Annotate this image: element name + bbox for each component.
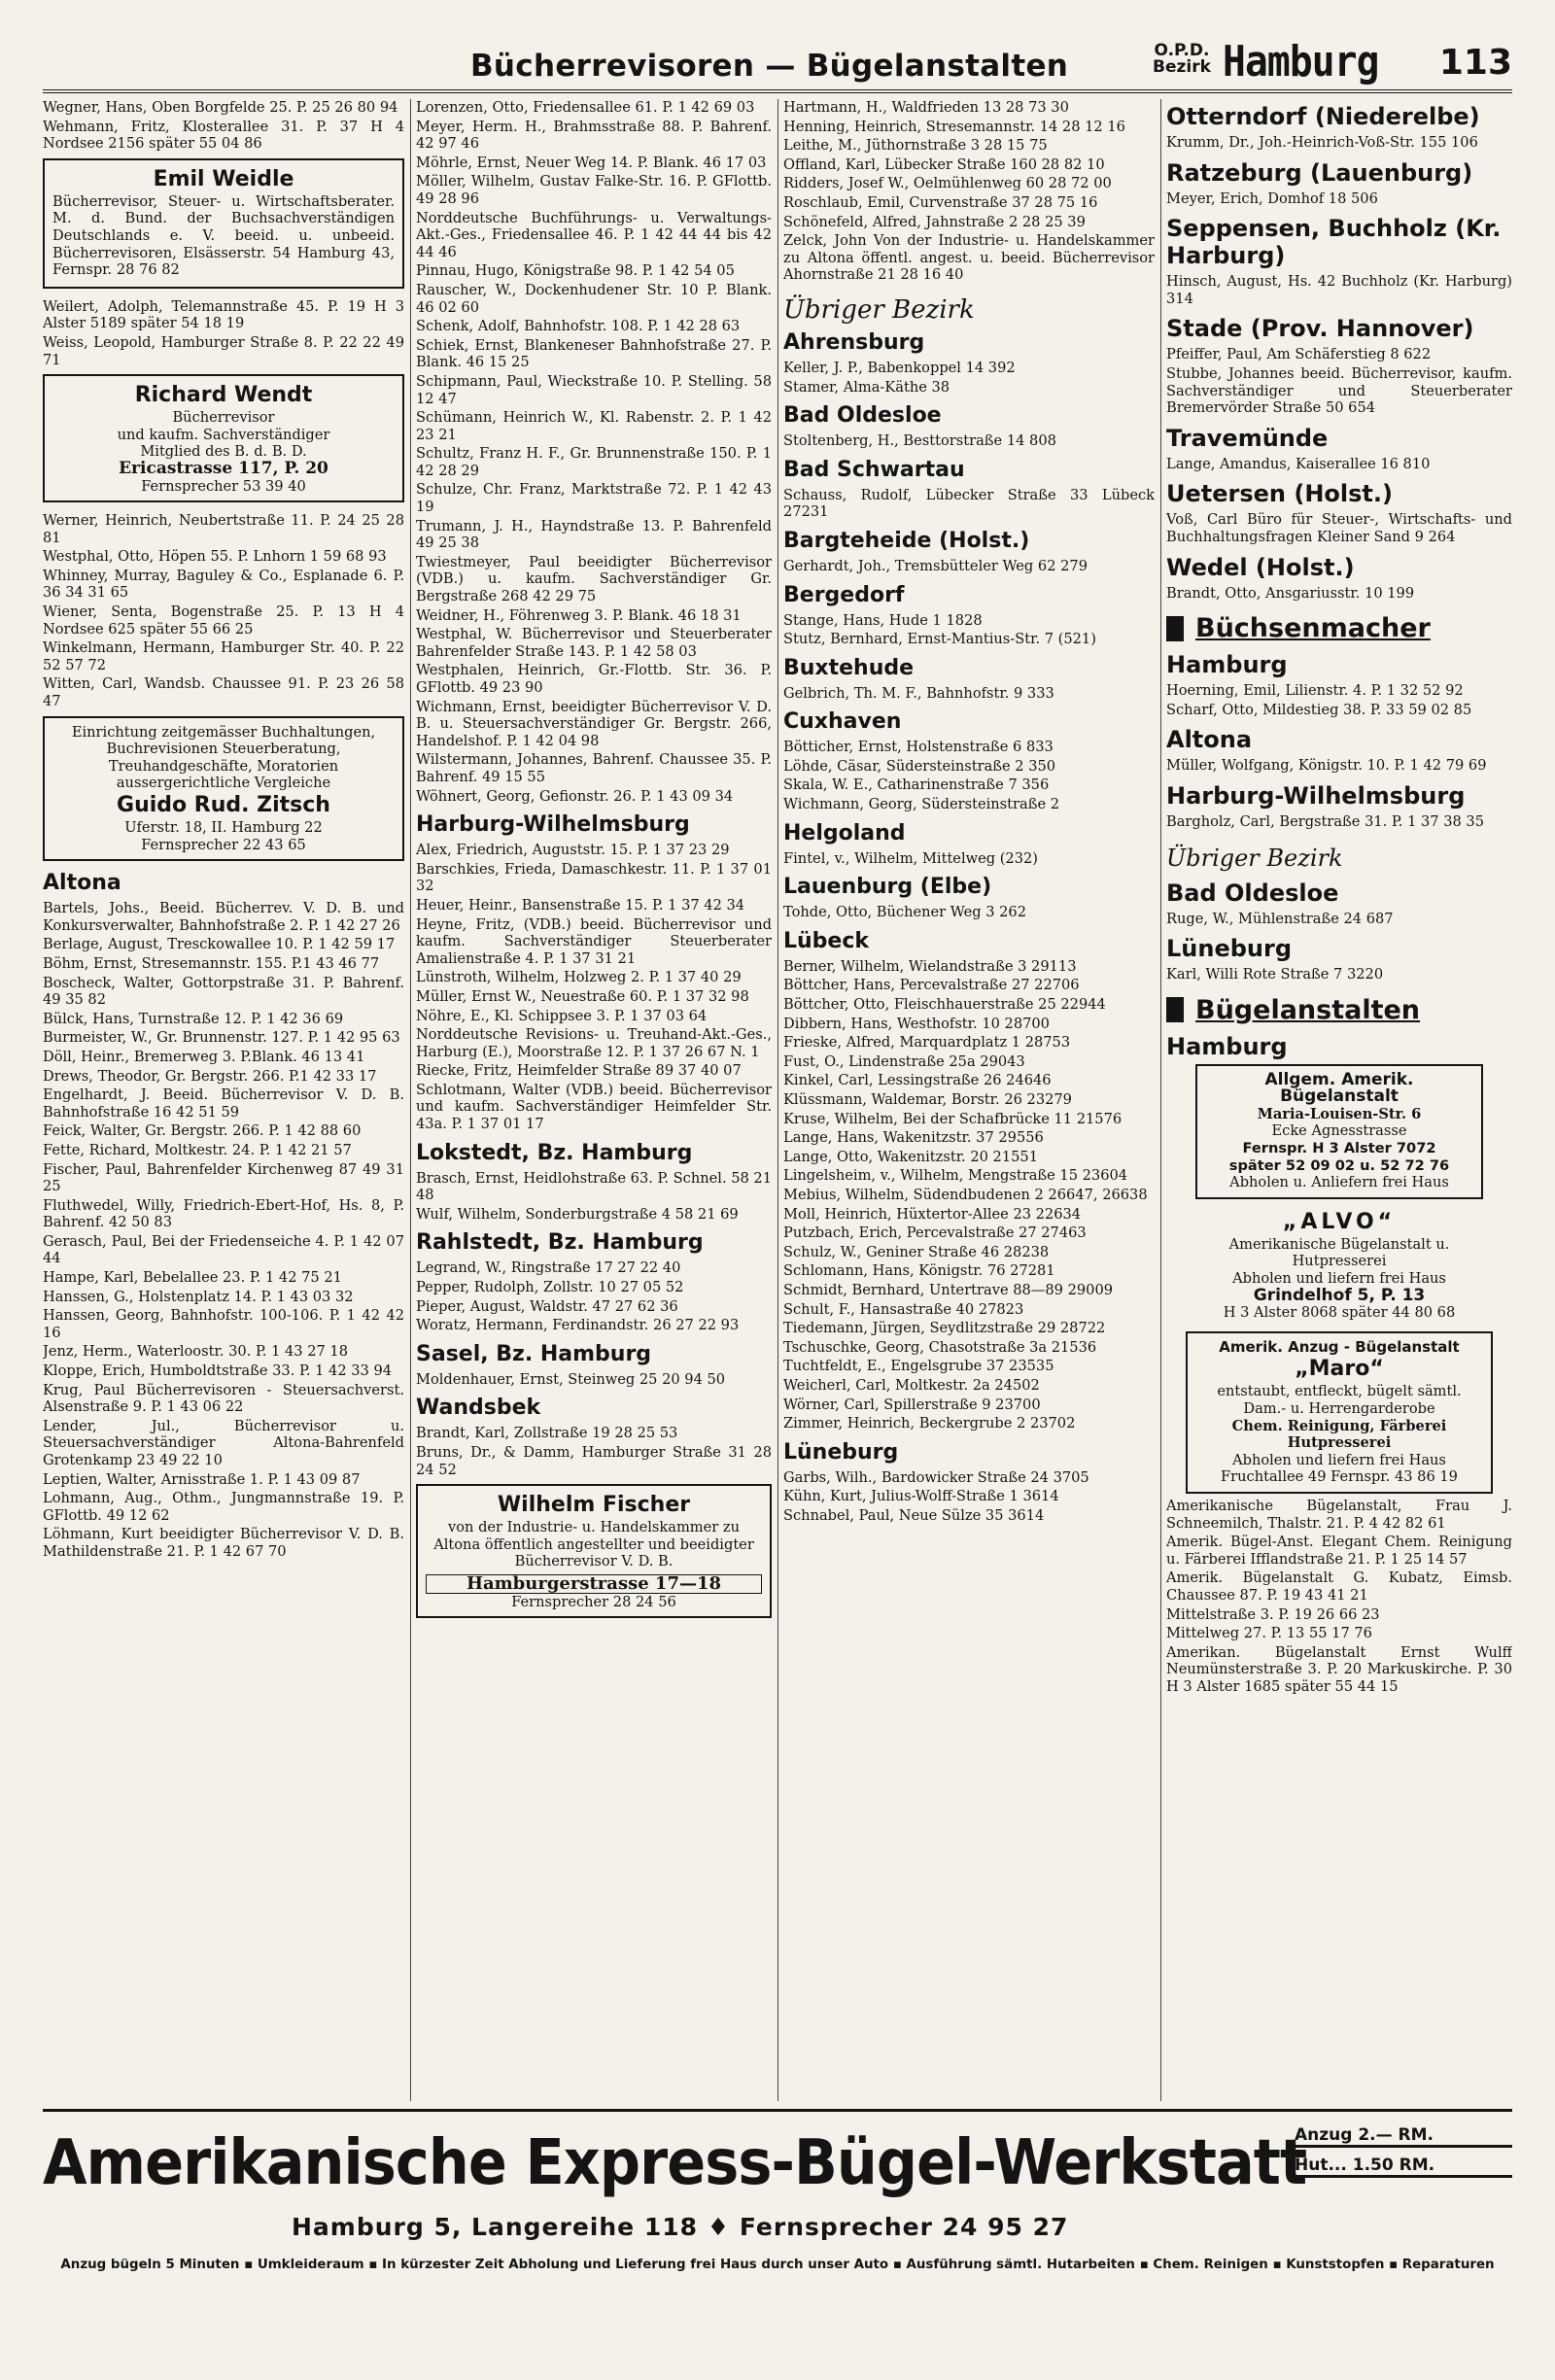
listing-entry: Schenk, Adolf, Bahnhofstr. 108. P. 1 42 28 63: [416, 318, 741, 335]
ad-text: Abholen und liefern frei Haus: [1232, 1451, 1446, 1468]
listing-entry: Karl, Willi Rote Straße 7 3220: [1166, 966, 1384, 983]
listing-entry: Engelhardt, J. Beeid. Bücherrevisor V. D. B. Bahnhofstraße 16 42 51 59: [43, 1087, 404, 1121]
bottom-advertisement: [43, 2109, 1512, 2345]
page-number: 113: [1438, 43, 1512, 83]
listing-entry: Wegner, Hans, Oben Borgfelde 25. P. 25 26 80 94: [43, 99, 398, 116]
listing-entry: Tuchtfeldt, E., Engelsgrube 37 23535: [783, 1358, 1054, 1375]
listing-entry: Schmidt, Bernhard, Untertrave 88—89 29009: [783, 1281, 1114, 1298]
listing-entry: Amerik. Bügelanstalt G. Kubatz, Eimsb. Chaussee 87. P. 19 43 41 21: [1166, 1569, 1512, 1604]
listing-entry: Lender, Jul., Bücherrevisor u. Steuersachverständiger Altona-Bahrenfeld Grotenkamp 23 49 22 10: [43, 1417, 404, 1468]
listing-entry: Stutz, Bernhard, Ernst-Mantius-Str. 7 (521): [783, 631, 1096, 648]
place-heading: Lübeck: [783, 928, 870, 953]
place-heading: Bad Oldesloe: [1166, 879, 1339, 907]
listing-entry: Putzbach, Erich, Percevalstraße 27 27463: [783, 1224, 1087, 1242]
ad-text: Maria-Louisen-Str. 6: [1257, 1105, 1422, 1122]
listing-entry: Weiss, Leopold, Hamburger Straße 8. P. 22 22 49 71: [43, 333, 404, 368]
listing-entry: Kruse, Wilhelm, Bei der Schafbrücke 11 21576: [783, 1110, 1123, 1127]
ad-phone: Fruchtallee 49 Fernspr. 43 86 19: [1221, 1468, 1458, 1486]
listing-entry: Witten, Carl, Wandsb. Chaussee 91. P. 23 26 58 47: [43, 675, 404, 710]
listing-entry: Löhmann, Kurt beeidigter Bücherrevisor V. D. B. Mathildenstraße 21. P. 1 42 67 70: [43, 1526, 404, 1560]
section-heading-buegelanstalten: [1166, 995, 1512, 1025]
ad-text: Amerikanische Bügelanstalt u. Hutpresserei: [1228, 1235, 1450, 1270]
listing-entry: Möller, Wilhelm, Gustav Falke-Str. 16. P. GFlottb. 49 28 96: [416, 173, 772, 207]
listing-entry: Brandt, Karl, Zollstraße 19 28 25 53: [416, 1425, 678, 1442]
listing-entry: Schauss, Rudolf, Lübecker Straße 33 Lübeck 27231: [783, 486, 1155, 521]
ad-phone: H 3 Alster 8068 später 44 80 68: [1223, 1304, 1456, 1322]
section-marker-icon: [1166, 997, 1184, 1022]
page-header: [43, 35, 1512, 93]
listing-entry: Pepper, Rudolph, Zollstr. 10 27 05 52: [416, 1279, 684, 1296]
ad-address: Uferstr. 18, II. Hamburg 22: [124, 819, 323, 836]
place-heading: Altona: [1166, 726, 1253, 754]
listing-entry: Schümann, Heinrich W., Kl. Rabenstr. 2. P. 1 42 23 21: [416, 409, 772, 443]
listing-entry: Moldenhauer, Ernst, Steinweg 25 20 94 50: [416, 1370, 726, 1388]
place-heading: Rahlstedt, Bz. Hamburg: [416, 1230, 704, 1256]
listing-entry: Wilstermann, Johannes, Bahrenf. Chaussee 35. P. Bahrenf. 49 15 55: [416, 751, 772, 785]
place-heading: Sasel, Bz. Hamburg: [416, 1341, 652, 1366]
column-divider: [410, 99, 411, 2101]
ad-text: entstaubt, entfleckt, bügelt sämtl. Dam.- u. Herrengarderobe: [1217, 1383, 1462, 1417]
listing-entry: Müller, Ernst W., Neuestraße 60. P. 1 37 32 98: [416, 987, 749, 1005]
directory-page: [43, 35, 1512, 2348]
listing-entry: Barschkies, Frieda, Damaschkestr. 11. P. 1 37 01 32: [416, 860, 772, 895]
listing-entry: Hoerning, Emil, Lilienstr. 4. P. 1 32 52 92: [1166, 682, 1464, 700]
listing-entry: Schult, F., Hansastraße 40 27823: [783, 1300, 1024, 1318]
listing-entry: Dibbern, Hans, Westhofstr. 10 28700: [783, 1015, 1050, 1032]
listing-entry: Wichmann, Georg, Südersteinstraße 2: [783, 796, 1060, 813]
ad-phone: Fernsprecher 22 43 65: [141, 836, 306, 853]
place-heading: Lauenburg (Elbe): [783, 875, 992, 900]
listing-entry: Rauscher, W., Dockenhudener Str. 10 P. Blank. 46 02 60: [416, 281, 772, 316]
listing-entry: Tiedemann, Jürgen, Seydlitzstraße 29 28722: [783, 1320, 1106, 1337]
ad-text: Abholen und liefern frei Haus: [1232, 1270, 1446, 1288]
listing-entry: Bülck, Hans, Turnstraße 12. P. 1 42 36 69: [43, 1010, 344, 1027]
listing-entry: Stubbe, Johannes beeid. Bücherrevisor, kaufm. Sachverständiger und Steuerberater Bremervörder Straße 50 654: [1166, 364, 1512, 417]
listing-entry: Wulf, Wilhelm, Sonderburgstraße 4 58 21 69: [416, 1205, 739, 1223]
banner-address: Hamburg 5, Langereihe 118 ♦ Fernsprecher 24 95 27: [292, 2213, 1069, 2241]
listing-entry: Westphalen, Heinrich, Gr.-Flottb. Str. 36. P. GFlottb. 49 23 90: [416, 662, 772, 696]
listing-entry: Legrand, W., Ringstraße 17 27 22 40: [416, 1259, 681, 1277]
listing-entry: Berner, Wilhelm, Wielandstraße 3 29113: [783, 957, 1077, 975]
ad-guido-zitsch: [43, 716, 404, 862]
listing-entry: Lohmann, Aug., Othm., Jungmannstraße 19. P. GFlottb. 49 12 62: [43, 1490, 404, 1524]
listing-entry: Lange, Hans, Wakenitzstr. 37 29556: [783, 1129, 1044, 1147]
ad-name: Richard Wendt: [134, 383, 313, 408]
listing-entry: Gerasch, Paul, Bei der Friedenseiche 4. P. 1 42 07 44: [43, 1232, 404, 1267]
listing-entry: Brandt, Otto, Ansgariusstr. 10 199: [1166, 584, 1415, 602]
listing-entry: Hartmann, H., Waldfrieden 13 28 73 30: [783, 99, 1069, 116]
place-heading: Bergedorf: [783, 582, 905, 607]
listing-entry: Norddeutsche Buchführungs- u. Verwaltungs-Akt.-Ges., Friedensallee 46. P. 1 42 44 44 bis 42 44 46: [416, 209, 772, 260]
place-heading: Harburg-Wilhelmsburg: [1166, 781, 1466, 810]
listing-entry: Hampe, Karl, Bebelallee 23. P. 1 42 75 21: [43, 1269, 342, 1287]
listing-entry: Boscheck, Walter, Gottorpstraße 31. P. Bahrenf. 49 35 82: [43, 974, 404, 1009]
ad-text: Ecke Agnesstrasse: [1271, 1122, 1407, 1140]
ad-text: Mitglied des B. d. B. D.: [140, 443, 307, 461]
listing-entry: Woratz, Hermann, Ferdinandstr. 26 27 22 93: [416, 1317, 740, 1334]
listing-entry: Meyer, Erich, Domhof 18 506: [1166, 190, 1378, 207]
ad-address: Hamburgerstrasse 17—18: [426, 1574, 762, 1594]
listing-entry: Klüssmann, Waldemar, Borstr. 26 23279: [783, 1091, 1072, 1108]
listing-entry: Löhde, Cäsar, Südersteinstraße 2 350: [783, 757, 1056, 775]
listing-entry: Bargholz, Carl, Bergstraße 31. P. 1 37 38 35: [1166, 812, 1484, 830]
listing-entry: Mittelweg 27. P. 13 55 17 76: [1166, 1625, 1372, 1642]
listing-entry: Böttcher, Otto, Fleischhauerstraße 25 22944: [783, 996, 1106, 1014]
listing-entry: Schipmann, Paul, Wieckstraße 10. P. Stelling. 58 12 47: [416, 372, 772, 407]
listing-entry: Ridders, Josef W., Oelmühlenweg 60 28 72 00: [783, 175, 1112, 192]
listing-entry: Fluthwedel, Willy, Friedrich-Ebert-Hof, Hs. 8, P. Bahrenf. 42 50 83: [43, 1196, 404, 1231]
region-heading: Übriger Bezirk: [1166, 844, 1343, 872]
listing-entry: Pfeiffer, Paul, Am Schäferstieg 8 622: [1166, 346, 1432, 363]
ad-address: Ericastrasse 117, P. 20: [119, 458, 328, 478]
ad-text: Bücherrevisor, Steuer- u. Wirtschaftsberater. M. d. Bund. der Buchsachverständigen Deutschlands e. V. beeid. u. unbeeid. Bücherrevisoren, Elsässerstr. 54 Hamburg 43, Fernspr. 28 76 82: [52, 192, 395, 279]
city-name: Hamburg: [1223, 37, 1379, 86]
listing-entry: Schlotmann, Walter (VDB.) beeid. Bücherrevisor und kaufm. Sachverständiger Heimfelder Str. 43a. P. 1 37 01 17: [416, 1081, 772, 1133]
listing-entry: Berlage, August, Tresckowallee 10. P. 1 42 59 17: [43, 936, 396, 953]
listing-entry: Fischer, Paul, Bahrenfelder Kirchenweg 87 49 31 25: [43, 1160, 404, 1195]
ad-text: und kaufm. Sachverständiger: [117, 426, 330, 443]
place-heading: Ratzeburg (Lauenburg): [1166, 158, 1473, 187]
listing-entry: Amerikanische Bügelanstalt, Frau J. Schneemilch, Thalstr. 21. P. 4 42 82 61: [1166, 1497, 1512, 1532]
listing-entry: Leptien, Walter, Arnisstraße 1. P. 1 43 09 87: [43, 1470, 361, 1488]
ad-emil-weidle: [43, 158, 404, 289]
listing-entry: Gerhardt, Joh., Tremsbütteler Weg 62 279: [783, 557, 1088, 574]
listing-entry: Weicherl, Carl, Moltkestr. 2a 24502: [783, 1376, 1040, 1394]
listing-entry: Ruge, W., Mühlenstraße 24 687: [1166, 910, 1394, 927]
listing-entry: Weidner, H., Föhrenweg 3. P. Blank. 46 18 31: [416, 606, 742, 624]
page-title: Bücherrevisoren — Bügelanstalten: [470, 49, 1069, 84]
place-heading: Ahrensburg: [783, 329, 925, 355]
place-heading: Bad Oldesloe: [783, 403, 942, 429]
ad-name: Guido Rud. Zitsch: [117, 793, 330, 817]
column-3: [783, 99, 1155, 2101]
ad-name: Emil Weidle: [153, 166, 294, 191]
place-heading: Lüneburg: [1166, 935, 1293, 963]
listing-entry: Scharf, Otto, Mildestieg 38. P. 33 59 02 85: [1166, 701, 1472, 718]
listing-entry: Roschlaub, Emil, Curvenstraße 37 28 75 16: [783, 193, 1098, 211]
place-heading: Otterndorf (Niederelbe): [1166, 103, 1480, 130]
listing-entry: Wöhnert, Georg, Gefionstr. 26. P. 1 43 09 34: [416, 787, 734, 805]
listing-entry: Tschuschke, Georg, Chasotstraße 3a 21536: [783, 1338, 1097, 1356]
listing-entry: Skala, W. E., Catharinenstraße 7 356: [783, 776, 1050, 794]
listing-entry: Böttcher, Hans, Percevalstraße 27 22706: [783, 977, 1080, 994]
ad-text: Chem. Reinigung, Färberei Hutpresserei: [1231, 1417, 1447, 1452]
listing-entry: Hinsch, August, Hs. 42 Buchholz (Kr. Harburg) 314: [1166, 273, 1512, 307]
listing-entry: Pinnau, Hugo, Königstraße 98. P. 1 42 54 05: [416, 262, 735, 280]
ad-text: Bücherrevisor: [172, 409, 275, 427]
listing-entry: Krug, Paul Bücherrevisoren - Steuersachverst. Alsenstraße 9. P. 1 43 06 22: [43, 1381, 404, 1416]
opd-label: [1153, 43, 1211, 76]
ad-name: „ALVO“: [1282, 1209, 1397, 1234]
listing-entry: Amerik. Bügel-Anst. Elegant Chem. Reinigung u. Färberei Ifflandstraße 21. P. 1 25 14 57: [1166, 1534, 1512, 1568]
column-1: [43, 99, 404, 2101]
listing-entry: Twiestmeyer, Paul beeidigter Bücherrevisor (VDB.) u. kaufm. Sachverständiger Gr. Bergstraße 268 42 29 75: [416, 553, 772, 605]
columns: [43, 99, 1512, 2101]
price-hat: Hut... 1.50 RM.: [1295, 2156, 1512, 2178]
listing-entry: Bartels, Johs., Beeid. Bücherrev. V. D. B. und Konkursverwalter, Bahnhofstraße 2. P. 1 42 27 26: [43, 900, 404, 934]
listing-entry: Fust, O., Lindenstraße 25a 29043: [783, 1052, 1025, 1070]
ad-phone: Fernsprecher 28 24 56: [511, 1593, 676, 1610]
listing-entry: Tohde, Otto, Büchener Weg 3 262: [783, 904, 1026, 921]
listing-entry: Lange, Amandus, Kaiserallee 16 810: [1166, 455, 1431, 472]
listing-entry: Jenz, Herm., Waterloostr. 30. P. 1 43 27 18: [43, 1343, 348, 1361]
listing-entry: Henning, Heinrich, Stresemannstr. 14 28 12 16: [783, 118, 1125, 135]
section-heading-buechsenmacher: [1166, 613, 1512, 643]
listing-entry: Hanssen, G., Holstenplatz 14. P. 1 43 03 32: [43, 1288, 354, 1305]
listing-entry: Schultz, Franz H. F., Gr. Brunnenstraße 150. P. 1 42 28 29: [416, 445, 772, 479]
listing-entry: Müller, Wolfgang, Königstr. 10. P. 1 42 79 69: [1166, 757, 1487, 775]
place-heading: Cuxhaven: [783, 709, 902, 735]
entry-group: [43, 99, 404, 153]
listing-entry: Kloppe, Erich, Humboldtstraße 33. P. 1 42 33 94: [43, 1362, 393, 1380]
listing-entry: Zelck, John Von der Industrie- u. Handelskammer zu Altona öffentl. angest. u. beeid. Bücherrevisor Ahornstraße 21 28 16 40: [783, 232, 1155, 284]
opd-text: O.P.D.: [1154, 41, 1210, 60]
listing-entry: Wichmann, Ernst, beeidigter Bücherrevisor V. D. B. u. Steuersachverständiger Gr. Bergstr. 266, Handelshof. P. 1 42 04 98: [416, 698, 772, 749]
ad-maro: [1186, 1331, 1493, 1494]
listing-entry: Leithe, M., Jüthornstraße 3 28 15 75: [783, 137, 1048, 155]
listing-entry: Bruns, Dr., & Damm, Hamburger Straße 31 28 24 52: [416, 1444, 772, 1478]
listing-entry: Möhrle, Ernst, Neuer Weg 14. P. Blank. 46 17 03: [416, 154, 767, 171]
ad-phone: Fernsprecher 53 39 40: [141, 477, 306, 495]
ad-wilhelm-fischer: [416, 1484, 772, 1618]
ad-phone: Fernspr. H 3 Alster 7072: [1242, 1140, 1436, 1157]
listing-entry: Stoltenberg, H., Besttorstraße 14 808: [783, 432, 1056, 450]
listing-entry: Garbs, Wilh., Bardowicker Straße 24 3705: [783, 1468, 1089, 1486]
place-heading: Harburg-Wilhelmsburg: [416, 812, 690, 838]
ad-alvo: [1186, 1203, 1493, 1328]
listing-entry: Lingelsheim, v., Wilhelm, Mengstraße 15 23604: [783, 1167, 1128, 1185]
ad-name: Wilhelm Fischer: [497, 1493, 691, 1518]
ad-allgem-amerik: [1195, 1064, 1483, 1199]
listing-entry: Amerikan. Bügelanstalt Ernst Wulff Neumünsterstraße 3. P. 20 Markuskirche. P. 30 H 3 Alster 1685 später 55 44 15: [1166, 1643, 1512, 1695]
place-heading: Buxtehude: [783, 655, 915, 680]
listing-entry: Feick, Walter, Gr. Bergstr. 266. P. 1 42 88 60: [43, 1122, 362, 1140]
listing-entry: Nöhre, E., Kl. Schippsee 3. P. 1 37 03 64: [416, 1007, 708, 1024]
listing-entry: Pieper, August, Waldstr. 47 27 62 36: [416, 1297, 678, 1315]
listing-entry: Voß, Carl Büro für Steuer-, Wirtschafts- und Buchhaltungsfragen Kleiner Sand 9 264: [1166, 511, 1512, 545]
section-marker-icon: [1166, 616, 1184, 641]
ad-name: Amerik. Anzug - Bügelanstalt: [1219, 1337, 1460, 1356]
section-title: Büchsenmacher: [1195, 613, 1431, 644]
section-title: Bügelanstalten: [1195, 994, 1421, 1025]
listing-entry: Brasch, Ernst, Heidlohstraße 63. P. Schnel. 58 21 48: [416, 1169, 772, 1204]
listing-entry: Döll, Heinr., Bremerweg 3. P.Blank. 46 13 41: [43, 1048, 365, 1065]
ad-phone: später 52 09 02 u. 52 72 76: [1228, 1156, 1450, 1174]
place-heading: Altona: [43, 871, 121, 896]
column-2: [416, 99, 772, 2101]
place-heading: Hamburg: [1166, 1032, 1288, 1060]
place-heading: Wedel (Holst.): [1166, 553, 1355, 581]
listing-entry: Westphal, W. Bücherrevisor und Steuerberater Bahrenfelder Straße 143. P. 1 42 58 03: [416, 626, 772, 660]
listing-entry: Whinney, Murray, Baguley & Co., Esplanade 6. P. 36 34 31 65: [43, 567, 404, 602]
column-4: [1166, 99, 1512, 2101]
listing-entry: Böhm, Ernst, Stresemannstr. 155. P.1 43 46 77: [43, 954, 380, 972]
listing-entry: Zimmer, Heinrich, Beckergrube 2 23702: [783, 1415, 1076, 1432]
column-divider: [1160, 99, 1161, 2101]
banner-services: Anzug bügeln 5 Minuten ▪ Umkleideraum ▪ In kürzester Zeit Abholung und Lieferung frei Haus durch unser Auto ▪ Ausführung sämtl. Hutarbeiten ▪ Chem. Reinigen ▪ Kunststopfen ▪ Reparaturen: [60, 2258, 1495, 2272]
listing-entry: Fintel, v., Wilhelm, Mittelweg (232): [783, 849, 1038, 867]
region-heading: Übriger Bezirk: [783, 294, 975, 325]
listing-entry: Weilert, Adolph, Telemannstraße 45. P. 19 H 3 Alster 5189 später 54 18 19: [43, 297, 404, 332]
listing-entry: Krumm, Dr., Joh.-Heinrich-Voß-Str. 155 106: [1166, 134, 1478, 151]
place-heading: Hamburg: [1166, 651, 1288, 679]
place-heading: Lüneburg: [783, 1439, 899, 1465]
listing-entry: Meyer, Herm. H., Brahmsstraße 88. P. Bahrenf. 42 97 46: [416, 118, 772, 153]
listing-entry: Alex, Friedrich, Auguststr. 15. P. 1 37 23 29: [416, 842, 730, 859]
place-heading: Bargteheide (Holst.): [783, 528, 1030, 553]
listing-entry: Schönefeld, Alfred, Jahnstraße 2 28 25 39: [783, 213, 1086, 230]
listing-entry: Winkelmann, Hermann, Hamburger Str. 40. P. 22 52 57 72: [43, 639, 404, 673]
place-heading: Uetersen (Holst.): [1166, 480, 1393, 508]
listing-entry: Stamer, Alma-Käthe 38: [783, 378, 950, 396]
listing-entry: Hanssen, Georg, Bahnhofstr. 100-106. P. 1 42 42 16: [43, 1307, 404, 1341]
listing-entry: Bötticher, Ernst, Holstenstraße 6 833: [783, 739, 1054, 756]
bezirk-text: Bezirk: [1153, 57, 1211, 77]
listing-entry: Frieske, Alfred, Marquardplatz 1 28753: [783, 1034, 1071, 1052]
place-heading: Lokstedt, Bz. Hamburg: [416, 1140, 693, 1165]
listing-entry: Werner, Heinrich, Neubertstraße 11. P. 24 25 28 81: [43, 512, 404, 546]
listing-entry: Schlomann, Hans, Königstr. 76 27281: [783, 1262, 1055, 1280]
price-suit: Anzug 2.— RM.: [1295, 2125, 1512, 2148]
listing-entry: Wiener, Senta, Bogenstraße 25. P. 13 H 4 Nordsee 625 später 55 66 25: [43, 604, 404, 638]
listing-entry: Keller, J. P., Babenkoppel 14 392: [783, 359, 1016, 376]
listing-entry: Heuer, Heinr., Bansenstraße 15. P. 1 37 42 34: [416, 896, 745, 914]
place-heading: Bad Schwartau: [783, 457, 965, 482]
place-heading: Seppensen, Buchholz (Kr. Harburg): [1166, 215, 1502, 270]
listing-entry: Trumann, J. H., Hayndstraße 13. P. Bahrenfeld 49 25 38: [416, 517, 772, 552]
listing-entry: Westphal, Otto, Höpen 55. P. Lnhorn 1 59 68 93: [43, 548, 387, 566]
listing-entry: Drews, Theodor, Gr. Bergstr. 266. P.1 42 33 17: [43, 1067, 377, 1085]
banner-headline: Amerikanische Express-Bügel-Werkstatt: [43, 2127, 1307, 2199]
listing-entry: Lünstroth, Wilhelm, Holzweg 2. P. 1 37 40 29: [416, 969, 742, 986]
listing-entry: Fette, Richard, Moltkestr. 24. P. 1 42 21 57: [43, 1141, 352, 1158]
listing-entry: Heyne, Fritz, (VDB.) beeid. Bücherrevisor und kaufm. Sachverständiger Steuerberater Amalienstraße 4. P. 1 37 31 21: [416, 915, 772, 967]
listing-entry: Norddeutsche Revisions- u. Treuhand-Akt.-Ges., Harburg (E.), Moorstraße 12. P. 1 37 26 67 N. 1: [416, 1026, 772, 1060]
ad-text: Abholen u. Anliefern frei Haus: [1229, 1174, 1449, 1191]
ad-text: Einrichtung zeitgemässer Buchhaltungen, Buchrevisionen Steuerberatung, Treuhandgeschäfte, Moratorien aussergerichtliche Vergleiche: [71, 723, 376, 792]
listing-entry: Gelbrich, Th. M. F., Bahnhofstr. 9 333: [783, 684, 1054, 702]
ad-name: Allgem. Amerik. Bügelanstalt: [1264, 1069, 1414, 1107]
place-heading: Travemünde: [1166, 424, 1329, 452]
ad-brand: „Maro“: [1295, 1357, 1384, 1382]
listing-entry: Burmeister, W., Gr. Brunnenstr. 127. P. 1 42 95 63: [43, 1029, 400, 1047]
ad-richard-wendt: [43, 374, 404, 502]
listing-entry: Kinkel, Carl, Lessingstraße 26 24646: [783, 1072, 1052, 1089]
listing-entry: Lorenzen, Otto, Friedensallee 61. P. 1 42 69 03: [416, 99, 755, 116]
listing-entry: Schiek, Ernst, Blankeneser Bahnhofstraße 27. P. Blank. 46 15 25: [416, 336, 772, 371]
price-list: [1295, 2125, 1512, 2186]
listing-entry: Moll, Heinrich, Hüxtertor-Allee 23 22634: [783, 1205, 1082, 1223]
listing-entry: Wörner, Carl, Spillerstraße 9 23700: [783, 1396, 1041, 1413]
listing-entry: Wehmann, Fritz, Klosterallee 31. P. 37 H 4 Nordsee 2156 später 55 04 86: [43, 118, 404, 153]
listing-entry: Mittelstraße 3. P. 19 26 66 23: [1166, 1605, 1380, 1623]
listing-entry: Mebius, Wilhelm, Südendbudenen 2 26647, 26638: [783, 1186, 1148, 1203]
listing-entry: Schulz, W., Geniner Straße 46 28238: [783, 1243, 1050, 1260]
listing-entry: Offland, Karl, Lübecker Straße 160 28 82 10: [783, 155, 1105, 173]
place-heading: Stade (Prov. Hannover): [1166, 315, 1474, 343]
listing-entry: Stange, Hans, Hude 1 1828: [783, 611, 983, 629]
listing-entry: Lange, Otto, Wakenitzstr. 20 21551: [783, 1148, 1038, 1165]
listing-entry: Schnabel, Paul, Neue Sülze 35 3614: [783, 1506, 1045, 1524]
place-heading: Wandsbek: [416, 1396, 541, 1421]
listing-entry: Schulze, Chr. Franz, Marktstraße 72. P. 1 42 43 19: [416, 481, 772, 516]
ad-address: Grindelhof 5, P. 13: [1253, 1285, 1426, 1305]
listing-entry: Kühn, Kurt, Julius-Wolff-Straße 1 3614: [783, 1488, 1059, 1505]
ad-text: von der Industrie- u. Handelskammer zu Altona öffentlich angestellter und beeidigter Bücherrevisor V. D. B.: [433, 1519, 754, 1570]
place-heading: Helgoland: [783, 820, 906, 845]
listing-entry: Riecke, Fritz, Heimfelder Straße 89 37 40 07: [416, 1062, 742, 1080]
